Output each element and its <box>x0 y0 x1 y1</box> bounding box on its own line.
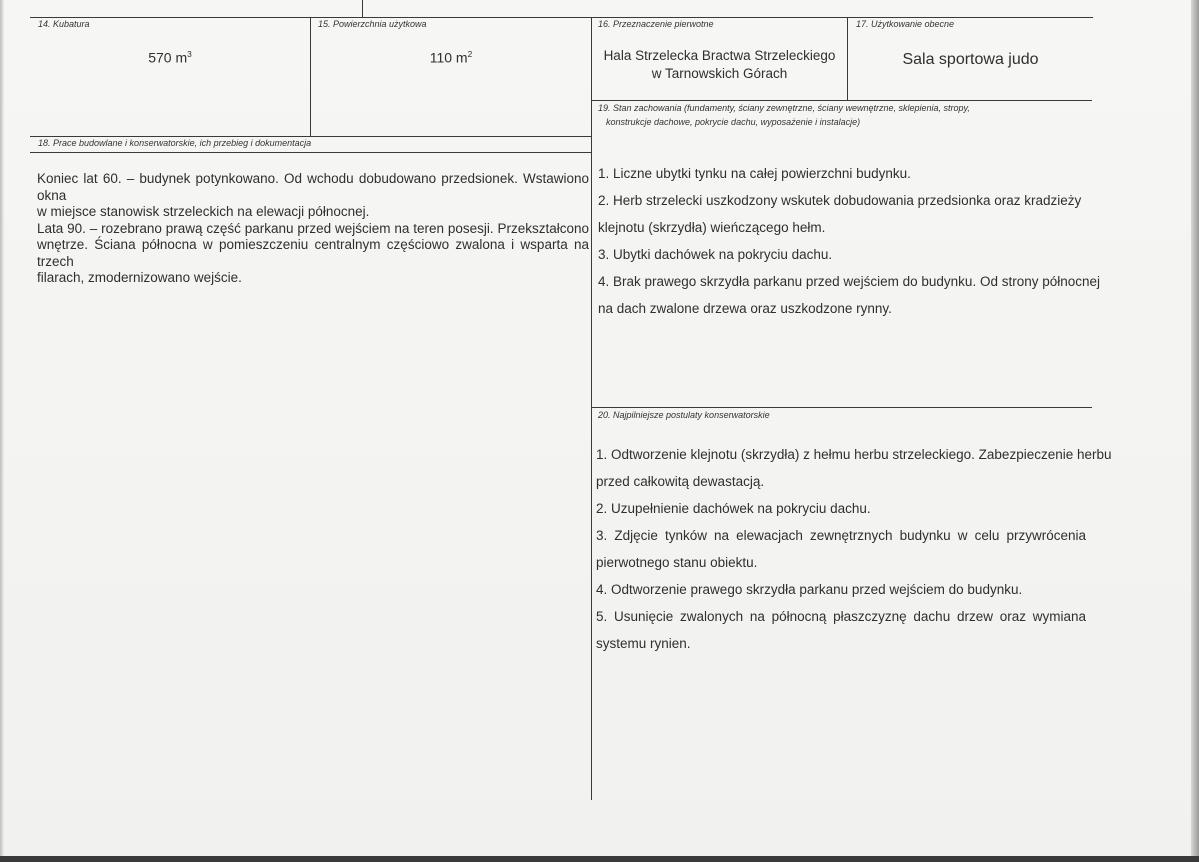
powierzchnia-value: 110 $m^2$ <box>429 49 473 66</box>
top-stub-divider <box>362 0 363 17</box>
stan-line-2: 2. Herb strzelecki uszkodzony wskutek dobudowania przedsionka oraz kradzieży <box>598 193 1082 208</box>
prace-line-5: filarach, zmodernizowano wejście. <box>37 270 242 285</box>
uzytkowanie-value: Sala sportowa judo <box>902 51 1039 68</box>
prace-text <box>37 171 589 287</box>
stan-line-3: klejnotu (skrzydła) wieńczącego hełm. <box>598 220 826 235</box>
stan-label-line-2: konstrukcje dachowe, pokrycie dachu, wyposażenie i instalacje) <box>606 117 861 127</box>
prace-line-1: Koniec lat 60. – budynek potynkowano. Od wchodu dobudowano przedsionek. Wstawiono okna <box>37 171 589 203</box>
postulaty-line-1: 1. Odtworzenie klejnotu (skrzydła) z hełmu herbu strzeleckiego. Zabezpieczenie herbu <box>596 447 1112 462</box>
przeznaczenie-label: 16. Przeznaczenie pierwotne <box>598 19 714 29</box>
postulaty-line-4: 3. Zdjęcie tynków na elewacjach zewnętrznych budynku w celu przywrócenia <box>596 528 1086 543</box>
prace-line-3: Lata 90. – rozebrano prawą część parkanu przed wejściem na teren posesji. Przekształcono <box>37 220 589 236</box>
postulaty-line-8: systemu rynien. <box>596 636 691 651</box>
rule-above-20 <box>591 407 1092 408</box>
przeznaczenie-value <box>592 47 847 83</box>
kubatura-value: 570 $m^3$ <box>148 49 192 66</box>
postulaty-line-6: 4. Odtworzenie prawego skrzydła parkanu przed wejściem do budynku. <box>596 582 1023 597</box>
postulaty-line-7: 5. Usunięcie zwalonych na północną płaszczyznę dachu drzew oraz wymiana <box>596 609 1086 624</box>
top-rule <box>30 17 1093 18</box>
prace-line-2: w miejsce stanowisk strzeleckich na elewacji północnej. <box>37 204 370 219</box>
przeznaczenie-line-2: w Tarnowskich Górach <box>651 66 788 81</box>
stan-line-1: 1. Liczne ubytki tynku na całej powierzchni budynku. <box>598 166 911 181</box>
postulaty-line-5: pierwotnego stanu obiektu. <box>596 555 758 570</box>
postulaty-list <box>596 441 1112 657</box>
postulaty-line-2: przed całkowitą dewastacją. <box>596 474 765 489</box>
powierzchnia-label: 15. Powierzchnia użytkowa <box>318 19 427 29</box>
postulaty-line-3: 2. Uzupełnienie dachówek na pokryciu dachu. <box>596 501 871 516</box>
stan-label-line-1: 19. Stan zachowania (fundamenty, ściany zewnętrzne, ściany wewnętrzne, sklepienia, stropy, <box>598 103 970 113</box>
prace-line-4: wnętrze. Ściana północna w pomieszczeniu centralnym częściowo zwalona i wsparta na trzech <box>37 237 589 269</box>
rule-above-18 <box>30 136 591 137</box>
postulaty-label: 20. Najpilniejsze postulaty konserwatorskie <box>598 410 770 420</box>
stan-line-4: 3. Ubytki dachówek na pokryciu dachu. <box>598 247 833 262</box>
kubatura-label: 14. Kubatura <box>38 19 90 29</box>
scan-edge-bottom <box>0 856 1199 862</box>
divider-14-15 <box>310 17 311 136</box>
center-divider <box>591 17 592 800</box>
scan-edge-right <box>1191 0 1199 862</box>
prace-label: 18. Prace budowlane i konserwatorskie, ich przebieg i dokumentacja <box>38 138 312 148</box>
stan-line-6: na dach zwalone drzewa oraz uszkodzone rynny. <box>598 301 892 316</box>
rule-below-18-label <box>30 152 591 153</box>
uzytkowanie-label: 17. Użytkowanie obecne <box>856 19 955 29</box>
rule-above-19 <box>591 100 1092 101</box>
stan-line-5: 4. Brak prawego skrzydła parkanu przed wejściem do budynku. Od strony północnej <box>598 274 1101 289</box>
scan-edge-left <box>0 0 4 862</box>
przeznaczenie-line-1: Hala Strzelecka Bractwa Strzeleckiego <box>603 48 836 63</box>
stan-list <box>598 160 1101 322</box>
